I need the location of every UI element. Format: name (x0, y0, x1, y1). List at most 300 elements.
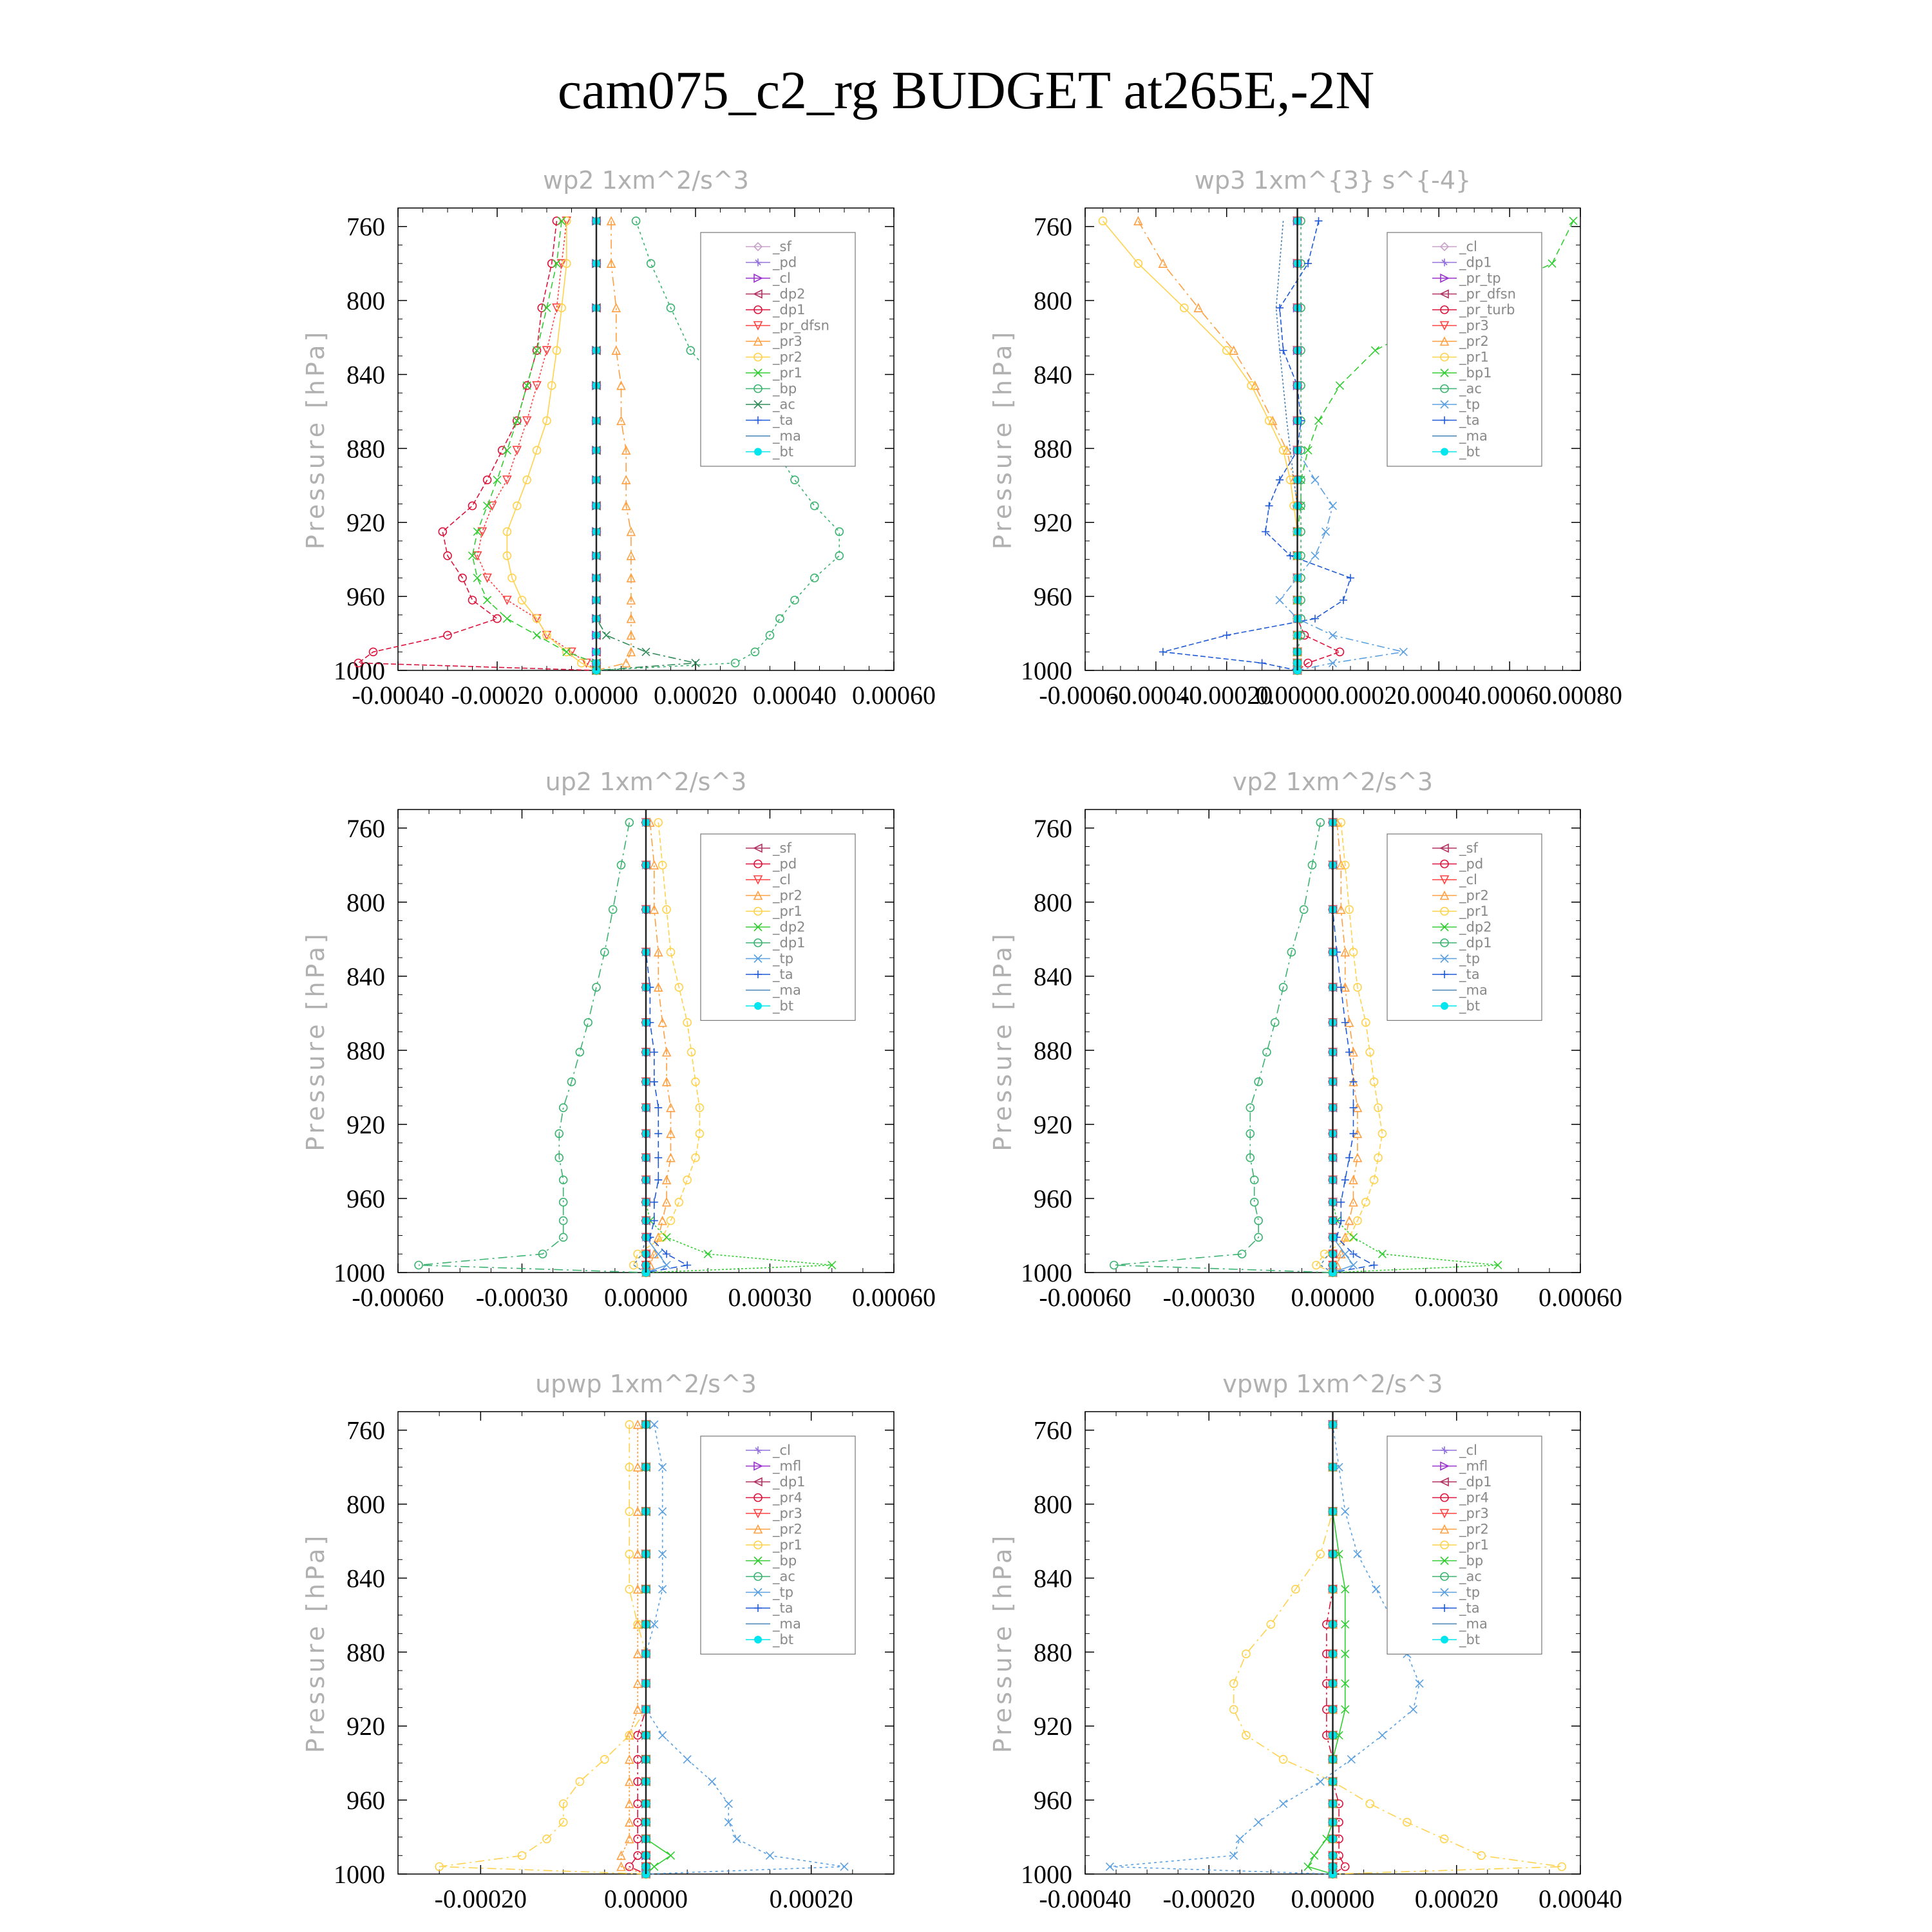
data-point (1134, 217, 1142, 225)
data-point (1347, 1756, 1355, 1763)
x-tick-label: -0.00030 (1162, 1283, 1255, 1312)
data-point (650, 1863, 658, 1871)
x-tick-label: 0.00060 (1539, 1283, 1622, 1312)
series-line (1103, 221, 1298, 670)
legend-label: _dp1 (1459, 254, 1492, 270)
data-point (523, 382, 531, 390)
legend-label: _pd (773, 254, 797, 270)
legend-label: _pr1 (773, 365, 802, 381)
legend-label: _dp2 (773, 286, 806, 302)
x-tick-label: -0.00060 (352, 1283, 444, 1312)
legend-label: _cl (1459, 1443, 1477, 1458)
x-tick-label: 0.00080 (1539, 681, 1622, 710)
data-point (634, 1852, 641, 1859)
data-point (543, 346, 551, 354)
series-line (1308, 1425, 1345, 1874)
data-point (791, 476, 799, 484)
series-pr2 (1329, 819, 1361, 1276)
legend-label: _pr4 (1459, 1490, 1489, 1506)
chart-panel-1 (301, 166, 936, 710)
data-point (1350, 1261, 1358, 1269)
legend-label: _bt (1459, 1632, 1481, 1647)
legend-label: _ma (1459, 428, 1488, 444)
legend-label: _tp (1459, 951, 1481, 967)
x-tick-label: 0.00040 (1539, 1884, 1622, 1913)
y-axis-label: Pressure [hPa] (989, 1532, 1017, 1754)
series-line (439, 1425, 646, 1874)
chart-panel-4 (989, 768, 1622, 1312)
data-point (1276, 596, 1283, 604)
data-point (1409, 1705, 1417, 1713)
legend (701, 1436, 855, 1654)
x-tick-label: -0.00060 (1039, 1283, 1132, 1312)
legend-label: _ta (1459, 1600, 1480, 1616)
data-point (473, 574, 481, 582)
legend-label: _sf (773, 840, 791, 856)
data-point (1337, 983, 1345, 991)
y-tick-label: 920 (1034, 508, 1072, 538)
y-tick-label: 840 (1034, 961, 1072, 991)
data-point (647, 260, 655, 267)
data-point (493, 615, 501, 623)
data-point (484, 596, 491, 604)
legend-label: _pr2 (1459, 334, 1489, 349)
legend-label: _ma (773, 982, 801, 998)
x-tick-label: 0.00000 (554, 681, 638, 710)
x-tick-label: -0.00020 (451, 681, 544, 710)
series-pr1 (435, 1421, 650, 1878)
legend-label: _cl (1459, 872, 1477, 887)
legend-label: _dp1 (1459, 1474, 1492, 1490)
y-tick-label: 920 (1034, 1110, 1072, 1139)
data-point (1341, 1176, 1349, 1184)
data-point (1569, 217, 1577, 225)
data-point (1345, 1048, 1353, 1056)
chart-panel-5 (301, 1370, 894, 1913)
data-point (625, 1835, 633, 1842)
data-point (654, 1104, 662, 1112)
data-point (523, 417, 531, 424)
legend-label: _pr_turb (1459, 302, 1515, 317)
series-line (477, 221, 596, 670)
data-point (625, 1508, 633, 1515)
y-tick-label: 960 (346, 1184, 385, 1213)
data-point (560, 1233, 567, 1241)
x-tick-label: 0.00020 (654, 681, 737, 710)
series-pr2 (642, 819, 675, 1276)
series-dp1 (1110, 819, 1337, 1276)
data-point (602, 631, 610, 639)
data-point (776, 615, 784, 623)
x-tick-label: 0.00030 (1414, 1283, 1499, 1312)
legend-marker (1441, 1002, 1448, 1010)
legend-label: _ac (773, 397, 795, 412)
data-point (650, 1198, 658, 1206)
data-point (543, 304, 551, 312)
y-axis-label: Pressure [hPa] (989, 328, 1017, 550)
data-point (1159, 648, 1167, 656)
data-point (663, 1233, 670, 1241)
y-axis-label: Pressure [hPa] (301, 1532, 330, 1754)
legend-label: _dp2 (1459, 919, 1492, 935)
y-tick-label: 1000 (1021, 1860, 1072, 1889)
data-point (650, 1217, 658, 1224)
legend-label: _ta (773, 1600, 793, 1616)
series-line (473, 221, 597, 670)
legend-label: _tp (773, 951, 794, 967)
data-point (533, 631, 541, 639)
y-tick-label: 960 (1034, 1786, 1072, 1815)
legend-label: _pr3 (1459, 317, 1489, 334)
y-tick-label: 1000 (1021, 656, 1072, 685)
data-point (1336, 648, 1343, 656)
legend (701, 232, 855, 466)
series-line (596, 221, 631, 670)
legend-label: _ta (1459, 412, 1480, 428)
data-point (1350, 1078, 1358, 1086)
y-tick-label: 800 (346, 1490, 385, 1519)
data-point (642, 648, 650, 656)
chart-title: vpwp 1xm^2/s^3 (1222, 1370, 1443, 1398)
data-point (733, 1835, 741, 1842)
legend-label: _ma (1459, 1616, 1488, 1632)
data-point (484, 574, 491, 582)
y-axis-label: Pressure [hPa] (301, 931, 330, 1151)
data-point (576, 1777, 583, 1785)
legend-label: _dp1 (773, 935, 806, 951)
chart-panel-3 (301, 768, 936, 1312)
legend-label: _cl (773, 1443, 791, 1458)
legend-label: _ma (773, 428, 801, 444)
data-point (683, 1176, 691, 1184)
series-ac (592, 217, 699, 674)
data-point (1362, 1198, 1370, 1206)
y-tick-label: 920 (346, 1712, 385, 1741)
data-point (513, 446, 521, 454)
y-tick-label: 840 (346, 1564, 385, 1593)
data-point (1341, 1019, 1349, 1027)
y-tick-label: 840 (1034, 1564, 1072, 1593)
legend-label: _ta (773, 412, 793, 428)
data-point (1311, 476, 1319, 484)
y-tick-label: 960 (1034, 1184, 1072, 1213)
series-line (507, 221, 596, 670)
data-point (650, 1048, 658, 1056)
legend-label: _tp (1459, 1584, 1481, 1600)
x-tick-label: -0.00020 (1180, 681, 1273, 710)
data-point (1322, 528, 1330, 536)
data-point (1315, 417, 1323, 424)
data-point (659, 1217, 667, 1224)
data-point (1329, 659, 1337, 667)
y-tick-label: 840 (346, 961, 385, 991)
x-tick-label: 0.00040 (1397, 681, 1481, 710)
legend-label: _bp (773, 1553, 797, 1569)
y-tick-label: 800 (1034, 887, 1072, 917)
y-axis-label: Pressure [hPa] (301, 328, 330, 550)
data-point (1251, 1198, 1258, 1206)
data-point (1477, 1852, 1485, 1859)
legend (1387, 232, 1542, 466)
y-tick-label: 760 (1034, 212, 1072, 242)
data-point (1347, 574, 1354, 582)
data-point (667, 1852, 675, 1859)
data-point (663, 1261, 670, 1269)
legend-label: _pr2 (773, 349, 802, 365)
legend-label: _bt (773, 1632, 794, 1647)
y-tick-label: 880 (1034, 1638, 1072, 1667)
data-point (766, 1852, 774, 1859)
data-point (484, 476, 491, 484)
data-point (1345, 1217, 1353, 1224)
legend-label: _ma (1459, 982, 1488, 998)
data-point (1311, 1852, 1318, 1859)
legend-label: _sf (773, 239, 791, 254)
legend-label: _pr4 (773, 1490, 802, 1506)
series-dp1 (415, 819, 650, 1276)
x-tick-label: 0.00000 (604, 1283, 688, 1312)
data-point (625, 1586, 633, 1593)
data-point (1341, 1508, 1349, 1515)
y-tick-label: 840 (1034, 360, 1072, 390)
x-tick-label: 0.00020 (769, 1884, 853, 1913)
series-line (358, 221, 596, 670)
y-tick-label: 760 (1034, 813, 1072, 843)
legend-label: _pr3 (1459, 1506, 1489, 1521)
data-point (659, 1732, 667, 1739)
x-tick-label: 0.00060 (1468, 681, 1552, 710)
data-point (791, 596, 799, 604)
x-tick-label: -0.00040 (1110, 681, 1202, 710)
data-point (1255, 1819, 1262, 1826)
y-tick-label: 960 (346, 1786, 385, 1815)
legend-label: _dp1 (773, 1474, 806, 1490)
chart-title: vp2 1xm^2/s^3 (1232, 768, 1434, 796)
data-point (1258, 659, 1266, 667)
legend-label: _ac (1459, 1569, 1482, 1584)
data-point (1267, 1620, 1274, 1628)
data-point (1345, 1154, 1353, 1162)
legend-label: _pr1 (1459, 1537, 1489, 1553)
x-tick-label: 0.00060 (852, 1283, 936, 1312)
data-point (1280, 346, 1287, 354)
x-tick-label: -0.00020 (1162, 1884, 1255, 1913)
data-point (1366, 1800, 1374, 1808)
data-point (724, 1800, 732, 1808)
data-point (650, 1421, 658, 1428)
data-point (634, 1835, 641, 1842)
data-point (708, 1777, 716, 1785)
y-tick-label: 760 (346, 813, 385, 843)
x-tick-label: 0.00000 (1255, 681, 1340, 710)
legend-label: _ma (773, 1616, 801, 1632)
x-tick-label: -0.00020 (434, 1884, 527, 1913)
data-point (683, 1756, 691, 1763)
series-ta (1159, 217, 1354, 674)
data-point (469, 502, 477, 509)
chart-title: wp2 1xm^2/s^3 (543, 166, 749, 194)
legend-label: _tp (773, 1584, 794, 1600)
series-pr1 (1099, 217, 1301, 674)
data-point (1548, 260, 1556, 267)
data-point (1263, 1048, 1271, 1056)
legend-marker (754, 1002, 762, 1010)
data-point (1329, 631, 1337, 639)
data-point (683, 1261, 691, 1269)
chart-panel-6 (989, 1370, 1622, 1913)
legend-label: _bp (1459, 1553, 1484, 1569)
x-tick-label: 0.00000 (604, 1884, 688, 1913)
data-point (513, 417, 521, 424)
data-point (1372, 1586, 1380, 1593)
data-point (576, 1048, 583, 1056)
data-point (654, 1130, 662, 1137)
data-point (1311, 615, 1319, 623)
series-tp (1106, 1421, 1423, 1878)
y-tick-label: 960 (1034, 582, 1072, 612)
series-pr1 (1312, 819, 1387, 1276)
data-point (1223, 631, 1231, 639)
y-axis-label: Pressure [hPa] (989, 931, 1017, 1151)
x-tick-label: -0.00060 (1039, 681, 1132, 710)
data-point (622, 659, 630, 667)
data-point (612, 304, 620, 312)
data-point (1399, 648, 1407, 656)
data-point (1315, 217, 1323, 225)
legend-label: _mfl (773, 1458, 802, 1474)
series-line (596, 221, 696, 670)
legend-label: _pr2 (1459, 887, 1489, 904)
legend-label: _bp1 (1459, 365, 1492, 381)
legend-label: _pr1 (773, 1537, 802, 1553)
chart-title: upwp 1xm^2/s^3 (535, 1370, 757, 1398)
series-line (419, 822, 646, 1273)
data-point (1350, 1104, 1358, 1112)
data-point (1350, 1130, 1358, 1137)
x-tick-label: 0.00030 (728, 1283, 812, 1312)
legend (1387, 834, 1542, 1021)
data-point (1304, 1863, 1312, 1871)
data-point (601, 1756, 609, 1763)
x-tick-label: -0.00030 (475, 1283, 569, 1312)
data-point (1236, 1835, 1244, 1842)
y-tick-label: 1000 (334, 656, 385, 685)
y-tick-label: 1000 (334, 1860, 385, 1889)
chart-title: up2 1xm^2/s^3 (545, 768, 747, 796)
data-point (1304, 260, 1312, 267)
y-tick-label: 880 (1034, 1036, 1072, 1065)
y-tick-label: 920 (346, 508, 385, 538)
data-point (1255, 1217, 1262, 1224)
chart-title: wp3 1xm^{3} s^{-4} (1194, 166, 1472, 194)
series-pr3 (592, 217, 635, 674)
data-point (1265, 502, 1273, 509)
y-tick-label: 960 (346, 582, 385, 612)
legend-marker (754, 448, 762, 456)
legend-label: _bt (773, 998, 794, 1014)
y-tick-label: 800 (1034, 286, 1072, 316)
data-point (1354, 1550, 1361, 1558)
x-tick-label: 0.00060 (852, 681, 936, 710)
legend-label: _pr2 (773, 1521, 802, 1537)
data-point (659, 1508, 667, 1515)
legend-label: _ta (1459, 967, 1480, 982)
data-point (650, 861, 658, 869)
legend-label: _ta (773, 967, 793, 982)
legend-label: _pr1 (1459, 904, 1489, 919)
data-point (1378, 1732, 1386, 1739)
x-tick-label: 0.00040 (753, 681, 837, 710)
legend-marker (1441, 1636, 1448, 1643)
legend (701, 834, 855, 1021)
data-point (1230, 1705, 1238, 1713)
legend-label: _pr_tp (1459, 270, 1501, 286)
legend-marker (1441, 448, 1448, 456)
y-tick-label: 880 (346, 1036, 385, 1065)
legend-label: _bt (1459, 998, 1481, 1014)
data-point (840, 1863, 848, 1871)
x-tick-label: 0.00000 (1291, 1884, 1375, 1913)
data-point (1371, 346, 1379, 354)
legend-label: _pr1 (1459, 349, 1489, 365)
data-point (503, 446, 511, 454)
legend-label: _pr2 (1459, 1521, 1489, 1537)
page-title: cam075_c2_rg BUDGET at265E,-2N (557, 61, 1375, 120)
y-tick-label: 840 (346, 360, 385, 390)
y-tick-label: 800 (346, 887, 385, 917)
legend-label: _pr_dfsn (773, 317, 829, 334)
data-point (650, 1620, 658, 1628)
y-tick-label: 880 (346, 434, 385, 464)
data-point (1099, 217, 1106, 225)
legend-label: _ac (1459, 381, 1482, 397)
legend-label: _bp (773, 381, 797, 397)
y-tick-label: 760 (1034, 1416, 1072, 1445)
y-tick-label: 880 (346, 1638, 385, 1667)
y-tick-label: 1000 (334, 1258, 385, 1287)
data-point (1370, 1261, 1378, 1269)
legend-marker (754, 1636, 762, 1643)
legend-label: _dp1 (773, 302, 806, 317)
series-pr2 (1134, 217, 1301, 674)
series-dp1 (354, 217, 600, 674)
y-tick-label: 880 (1034, 434, 1072, 464)
legend-label: _pr_dfsn (1459, 286, 1516, 302)
series-line (1138, 221, 1297, 670)
data-point (654, 1154, 662, 1162)
legend (1387, 1436, 1542, 1654)
data-point (1336, 382, 1343, 390)
legend-label: _tp (1459, 397, 1481, 412)
chart-panel-2 (989, 166, 1622, 710)
series-line (1163, 221, 1350, 670)
y-tick-label: 760 (346, 212, 385, 242)
legend-label: _cl (773, 872, 791, 887)
y-tick-label: 800 (346, 286, 385, 316)
data-point (811, 574, 819, 582)
legend-label: _dp2 (773, 919, 806, 935)
data-point (1378, 1250, 1386, 1258)
data-point (1316, 1777, 1324, 1785)
x-tick-label: 0.00020 (1414, 1884, 1499, 1913)
data-point (1280, 1800, 1287, 1808)
series-pr1 (469, 217, 601, 674)
data-point (1416, 1680, 1423, 1687)
legend-label: _mfl (1459, 1458, 1488, 1474)
data-point (584, 1019, 592, 1027)
legend-label: _bt (773, 444, 794, 460)
y-tick-label: 800 (1034, 1490, 1072, 1519)
